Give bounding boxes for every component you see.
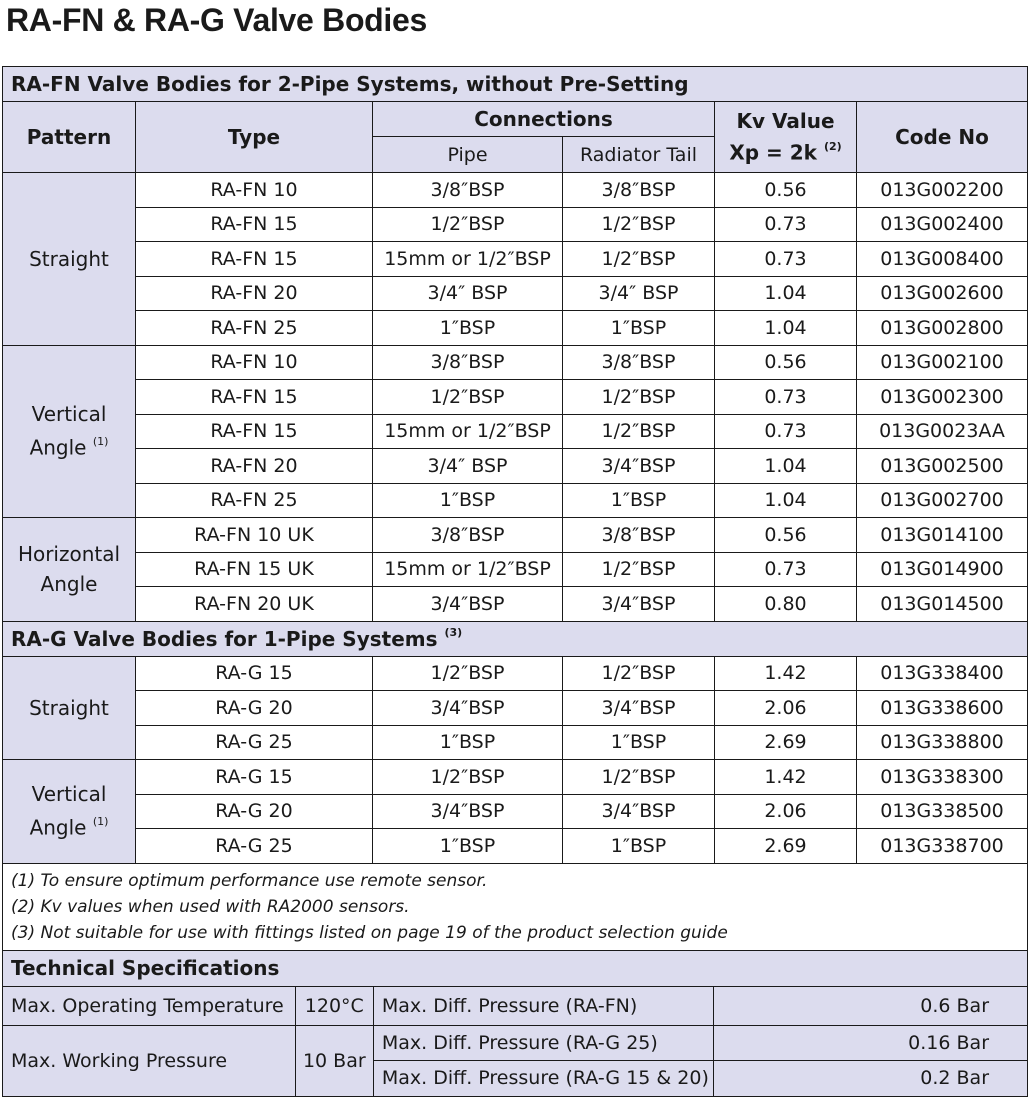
page-title: RA-FN & RA-G Valve Bodies (6, 2, 428, 38)
code-cell: 013G0023AA (857, 414, 1028, 449)
pipe-cell: 3/4″BSP (373, 794, 563, 829)
kv-cell: 2.06 (715, 691, 857, 726)
table-row (3, 276, 1028, 311)
table-row (3, 725, 1028, 760)
pattern-cell (3, 656, 136, 760)
table-row (3, 794, 1028, 829)
code-cell: 013G014100 (857, 518, 1028, 553)
tech-spec-table (3, 987, 1027, 1096)
radiator-tail-cell: 3/8″BSP (563, 173, 715, 208)
header-connections: Connections (373, 102, 715, 137)
code-cell: 013G002200 (857, 173, 1028, 208)
kv-cell: 1.04 (715, 276, 857, 311)
code-cell: 013G002100 (857, 345, 1028, 380)
pipe-cell: 3/4″BSP (373, 587, 563, 622)
type-cell: RA-FN 15 (136, 242, 373, 277)
radiator-tail-cell: 3/8″BSP (563, 518, 715, 553)
radiator-tail-cell: 3/4″BSP (563, 794, 715, 829)
pipe-cell: 1″BSP (373, 829, 563, 864)
type-cell: RA-FN 10 (136, 345, 373, 380)
tech-spec-header (3, 950, 1028, 986)
radiator-tail-cell: 1″BSP (563, 483, 715, 518)
kv-cell: 1.42 (715, 656, 857, 691)
pattern-label: Vertical Angle (29, 782, 107, 841)
pipe-cell: 3/4″ BSP (373, 449, 563, 484)
table-row (3, 311, 1028, 346)
pattern-cell (3, 760, 136, 864)
code-cell: 013G338700 (857, 829, 1028, 864)
pipe-cell: 15mm or 1/2″BSP (373, 414, 563, 449)
table-row (3, 552, 1028, 587)
pattern-label: Vertical Angle (29, 402, 107, 461)
pattern-cell (3, 345, 136, 518)
type-cell: RA-G 20 (136, 691, 373, 726)
code-cell: 013G338600 (857, 691, 1028, 726)
pattern-label: Straight (29, 246, 109, 271)
diff-pressure-label: Max. Diff. Pressure (RA-FN) (373, 987, 713, 1026)
footnotes-row (3, 863, 1028, 950)
type-cell: RA-FN 20 (136, 276, 373, 311)
table-row (3, 587, 1028, 622)
kv-cell: 0.56 (715, 345, 857, 380)
pipe-cell: 1″BSP (373, 483, 563, 518)
footnote: (1) To ensure optimum performance use remote sensor. (11, 870, 488, 891)
kv-cell: 0.73 (715, 380, 857, 415)
section-title: RA-FN Valve Bodies for 2-Pipe Systems, without Pre-Setting (3, 67, 1028, 102)
header-kv-footnote: (2) (823, 140, 842, 154)
kv-cell: 0.73 (715, 552, 857, 587)
radiator-tail-cell: 3/4″BSP (563, 691, 715, 726)
table-row (3, 242, 1028, 277)
pipe-cell: 3/4″BSP (373, 691, 563, 726)
footnotes (3, 863, 1028, 950)
max-working-pressure-value: 10 Bar (295, 1026, 373, 1096)
section-footnote: (3) (444, 625, 463, 639)
pipe-cell: 15mm or 1/2″BSP (373, 242, 563, 277)
header-code: Code No (857, 102, 1028, 173)
max-operating-temperature-value: 120°C (295, 987, 373, 1026)
type-cell: RA-FN 15 UK (136, 552, 373, 587)
pattern-label: Horizontal Angle (17, 542, 121, 597)
radiator-tail-cell: 1/2″BSP (563, 380, 715, 415)
table-row (3, 173, 1028, 208)
radiator-tail-cell: 1/2″BSP (563, 760, 715, 795)
radiator-tail-cell: 1/2″BSP (563, 656, 715, 691)
type-cell: RA-FN 15 (136, 207, 373, 242)
pipe-cell: 3/8″BSP (373, 518, 563, 553)
table-row (3, 483, 1028, 518)
code-cell: 013G014500 (857, 587, 1028, 622)
radiator-tail-cell: 3/4″ BSP (563, 276, 715, 311)
pipe-cell: 1/2″BSP (373, 760, 563, 795)
table-row (3, 449, 1028, 484)
section-title-text: RA-G Valve Bodies for 1-Pipe Systems (11, 626, 438, 651)
footnote: (3) Not suitable for use with fittings listed on page 19 of the product selection guide (11, 922, 728, 943)
type-cell: RA-FN 15 (136, 380, 373, 415)
radiator-tail-cell: 3/4″BSP (563, 587, 715, 622)
type-cell: RA-FN 10 UK (136, 518, 373, 553)
radiator-tail-cell: 1″BSP (563, 829, 715, 864)
pattern-cell (3, 173, 136, 346)
kv-cell: 1.04 (715, 483, 857, 518)
radiator-tail-cell: 1/2″BSP (563, 207, 715, 242)
pipe-cell: 15mm or 1/2″BSP (373, 552, 563, 587)
kv-cell: 0.73 (715, 242, 857, 277)
code-cell: 013G002700 (857, 483, 1028, 518)
table-row (3, 207, 1028, 242)
pattern-cell (3, 518, 136, 622)
table-row (3, 414, 1028, 449)
header-pipe: Pipe (373, 137, 563, 173)
type-cell: RA-G 15 (136, 760, 373, 795)
pipe-cell: 1/2″BSP (373, 656, 563, 691)
pattern-footnote: (1) (92, 815, 109, 829)
kv-cell: 0.56 (715, 173, 857, 208)
code-cell: 013G014900 (857, 552, 1028, 587)
table-row (3, 760, 1028, 795)
tech-spec-body (3, 986, 1028, 1096)
kv-cell: 1.04 (715, 449, 857, 484)
pipe-cell: 3/4″ BSP (373, 276, 563, 311)
code-cell: 013G002300 (857, 380, 1028, 415)
pipe-cell: 1″BSP (373, 725, 563, 760)
pipe-cell: 3/8″BSP (373, 173, 563, 208)
column-header-row (3, 102, 1028, 137)
type-cell: RA-FN 15 (136, 414, 373, 449)
code-cell: 013G002500 (857, 449, 1028, 484)
tech-spec-title: Technical Specifications (3, 950, 1028, 986)
type-cell: RA-FN 25 (136, 483, 373, 518)
kv-cell: 2.06 (715, 794, 857, 829)
header-pattern: Pattern (3, 102, 136, 173)
type-cell: RA-FN 20 UK (136, 587, 373, 622)
table-row (3, 691, 1028, 726)
radiator-tail-cell: 3/8″BSP (563, 345, 715, 380)
table-row (3, 829, 1028, 864)
radiator-tail-cell: 1″BSP (563, 725, 715, 760)
radiator-tail-cell: 1/2″BSP (563, 552, 715, 587)
radiator-tail-cell: 1/2″BSP (563, 414, 715, 449)
pattern-footnote: (1) (92, 435, 109, 449)
header-type: Type (136, 102, 373, 173)
kv-cell: 0.80 (715, 587, 857, 622)
kv-cell: 1.04 (715, 311, 857, 346)
diff-pressure-value: 0.6 Bar (714, 987, 1027, 1026)
pipe-cell: 1/2″BSP (373, 207, 563, 242)
type-cell: RA-FN 25 (136, 311, 373, 346)
pattern-label: Straight (29, 695, 109, 720)
code-cell: 013G002800 (857, 311, 1028, 346)
code-cell: 013G338500 (857, 794, 1028, 829)
pipe-cell: 1/2″BSP (373, 380, 563, 415)
kv-cell: 0.56 (715, 518, 857, 553)
code-cell: 013G338800 (857, 725, 1028, 760)
table-row (3, 656, 1028, 691)
kv-cell: 2.69 (715, 829, 857, 864)
diff-pressure-value: 0.2 Bar (714, 1061, 1027, 1096)
code-cell: 013G338300 (857, 760, 1028, 795)
section-rafn-header (3, 67, 1028, 102)
type-cell: RA-G 25 (136, 725, 373, 760)
code-cell: 013G002400 (857, 207, 1028, 242)
diff-pressure-label: Max. Diff. Pressure (RA-G 15 & 20) (373, 1061, 713, 1096)
kv-cell: 2.69 (715, 725, 857, 760)
type-cell: RA-G 20 (136, 794, 373, 829)
diff-pressure-value: 0.16 Bar (714, 1026, 1027, 1061)
header-kv-value (715, 102, 857, 173)
table-row (3, 380, 1028, 415)
valve-body-table (2, 66, 1028, 1097)
kv-cell: 0.73 (715, 414, 857, 449)
code-cell: 013G002600 (857, 276, 1028, 311)
section-title (3, 621, 1028, 656)
type-cell: RA-FN 20 (136, 449, 373, 484)
code-cell: 013G008400 (857, 242, 1028, 277)
table-row (3, 345, 1028, 380)
radiator-tail-cell: 1″BSP (563, 311, 715, 346)
radiator-tail-cell: 3/4″BSP (563, 449, 715, 484)
pipe-cell: 1″BSP (373, 311, 563, 346)
max-operating-temperature-label: Max. Operating Temperature (3, 987, 295, 1026)
type-cell: RA-G 25 (136, 829, 373, 864)
max-working-pressure-label: Max. Working Pressure (3, 1026, 295, 1096)
code-cell: 013G338400 (857, 656, 1028, 691)
pipe-cell: 3/8″BSP (373, 345, 563, 380)
header-radiator-tail: Radiator Tail (563, 137, 715, 173)
footnote: (2) Kv values when used with RA2000 sensors. (11, 896, 410, 917)
type-cell: RA-FN 10 (136, 173, 373, 208)
type-cell: RA-G 15 (136, 656, 373, 691)
header-kv-line1: Kv Value (736, 109, 835, 134)
kv-cell: 1.42 (715, 760, 857, 795)
kv-cell: 0.73 (715, 207, 857, 242)
header-kv-line2: Xp = 2k (729, 140, 817, 165)
radiator-tail-cell: 1/2″BSP (563, 242, 715, 277)
section-rag-header (3, 621, 1028, 656)
diff-pressure-label: Max. Diff. Pressure (RA-G 25) (373, 1026, 713, 1061)
table-row (3, 518, 1028, 553)
